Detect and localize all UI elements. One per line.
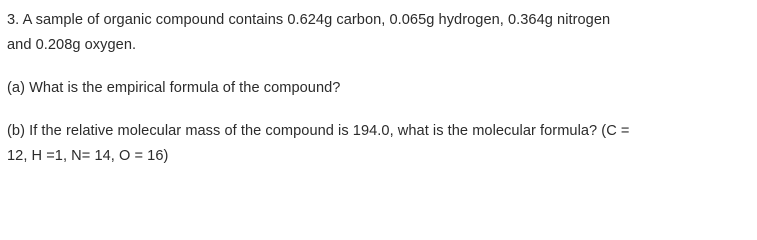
part-b-text-line-2: 12, H =1, N= 14, O = 16) [7,148,169,164]
part-a-text: (a) What is the empirical formula of the compound? [7,80,341,96]
part-b-text-line-1: (b) If the relative molecular mass of the compound is 194.0, what is the molecular formula? (C = [7,123,630,139]
question-text-line-2: and 0.208g oxygen. [7,37,137,53]
question-text-line-1: 3. A sample of organic compound contains 0.624g carbon, 0.065g hydrogen, 0.364g nitrogen [7,12,611,28]
